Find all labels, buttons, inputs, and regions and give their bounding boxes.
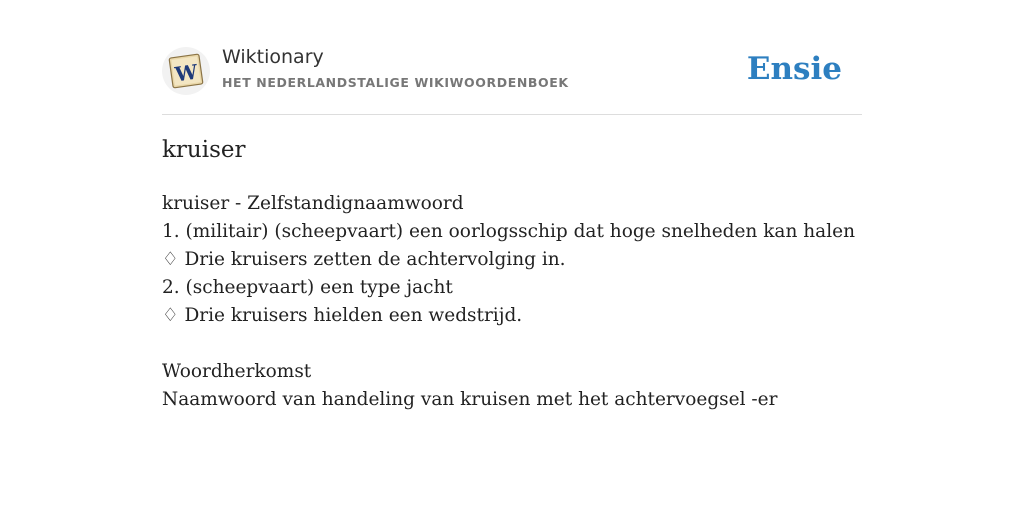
example-1: ♢ Drie kruisers zetten de achtervolging in. <box>162 249 566 270</box>
entry-content <box>162 190 862 414</box>
page-title: kruiser <box>162 137 246 163</box>
site-name[interactable]: Wiktionary <box>222 46 324 68</box>
definition-1: 1. (militair) (scheepvaart) een oorlogsschip dat hoge snelheden kan halen <box>162 221 855 242</box>
example-2: ♢ Drie kruisers hielden een wedstrijd. <box>162 305 523 326</box>
section-spacer <box>162 330 862 358</box>
etymology-heading: Woordherkomst <box>162 361 312 382</box>
ensie-brand-link[interactable]: Ensie <box>746 51 842 87</box>
etymology-text: Naamwoord van handeling van kruisen met het achtervoegsel -er <box>162 389 778 410</box>
site-header <box>162 44 862 115</box>
wiktionary-tile-icon <box>162 47 210 95</box>
wiktionary-logo-icon[interactable] <box>162 47 210 95</box>
logo-letter: W <box>173 59 200 87</box>
part-of-speech-line: kruiser - Zelfstandignaamwoord <box>162 193 464 214</box>
definition-2: 2. (scheepvaart) een type jacht <box>162 277 453 298</box>
site-tagline: HET NEDERLANDSTALIGE WIKIWOORDENBOEK <box>222 75 569 90</box>
